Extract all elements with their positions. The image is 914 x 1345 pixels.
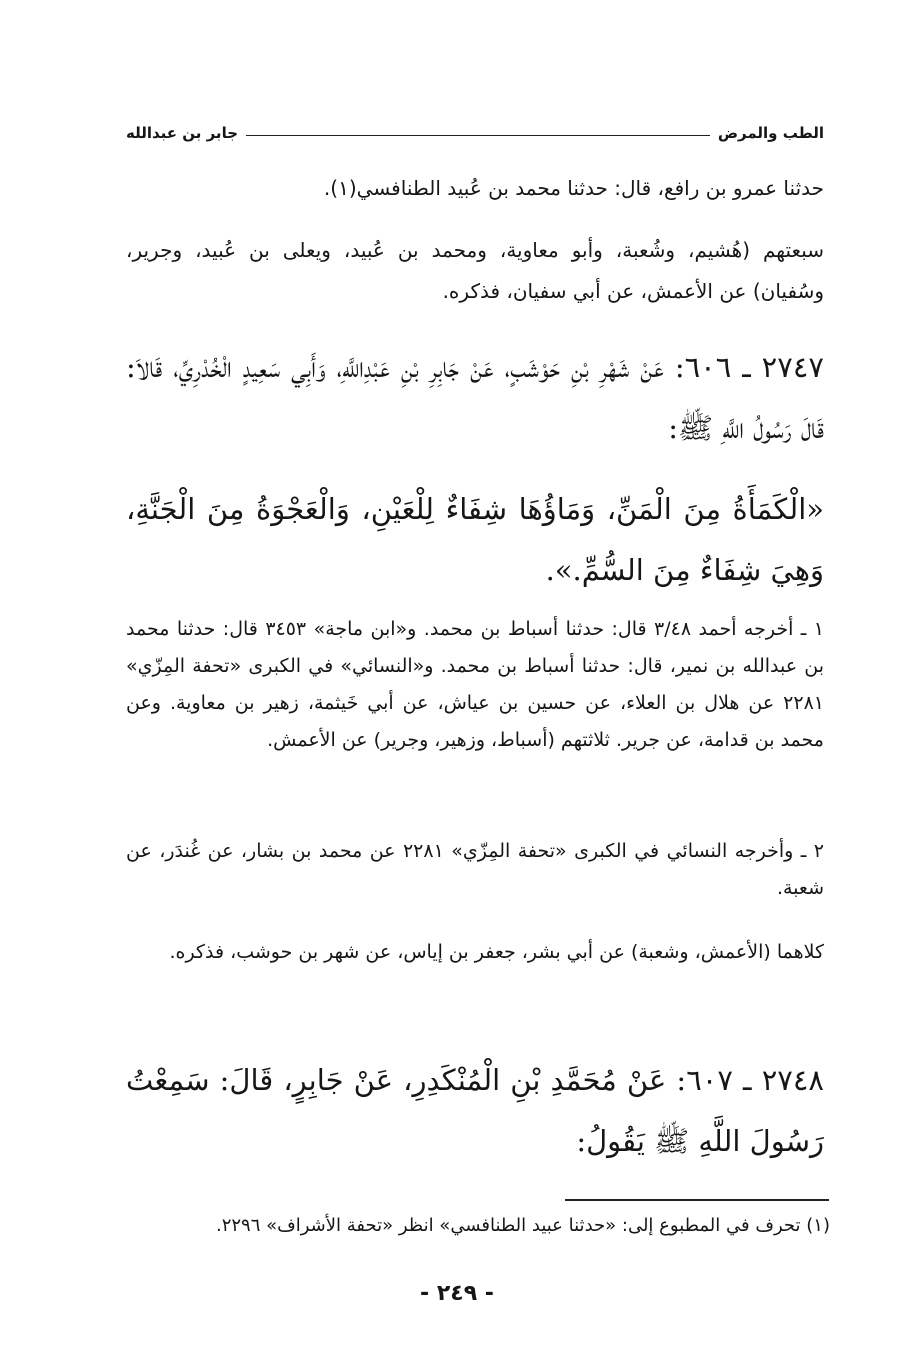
takhrij-paragraph: ٢ ـ وأخرجه النسائي في الكبرى «تحفة المِزّي» ٢٢٨١ عن محمد بن بشار، عن غُندَر، عن شعبة.: [126, 840, 824, 899]
takhrij-paragraph: كلاهما (الأعمش، وشعبة) عن أبي بشر، جعفر بن إياس، عن شهر بن حوشب، فذكره.: [169, 941, 824, 963]
running-head-narrator: جابر بن عبدالله: [126, 124, 239, 142]
running-head-rule: [246, 135, 710, 136]
hadith-paragraph: ٢٧٤٧ ـ ٦٠٦: عَنْ شَهْرِ بْنِ حَوْشَبٍ، عَنْ جَابِرِ بْنِ عَبْدِاللَّهِ، وَأَبِي سَعِيدٍ الْخُدْرِيِّ، قَالاَ: قَالَ رَسُولُ اللَّهِ ﷺ:: [126, 350, 824, 445]
hadith-paragraph: ٢٧٤٨ ـ ٦٠٧: عَنْ مُحَمَّدِ بْنِ الْمُنْكَدِرِ، عَنْ جَابِرٍ، قَالَ: سَمِعْتُ رَسُولَ اللَّهِ ﷺ يَقُولُ:: [126, 1063, 824, 1158]
running-head: [126, 118, 824, 142]
footnote-separator: [565, 1199, 829, 1201]
hadith-paragraph: «الْكَمَأَةُ مِنَ الْمَنِّ، وَمَاؤُهَا شِفَاءٌ لِلْعَيْنِ، وَالْعَجْوَةُ مِنَ الْجَنَّةِ، وَهِيَ شِفَاءٌ مِنَ السُّمِّ.».: [126, 492, 824, 587]
takhrij-paragraph: ١ ـ أخرجه أحمد ٣/٤٨ قال: حدثنا أسباط بن محمد. و«ابن ماجة» ٣٤٥٣ قال: حدثنا محمد بن عبدالله بن نمير، قال: حدثنا أسباط بن محمد. و«النسائي» في الكبرى «تحفة المِزّي» ٢٢٨١ عن هلال بن العلاء، عن حسين بن عياش، عن أبي خَيثمة، زهير بن معاوية. وعن محمد بن قدامة، عن جرير. ثلاثتهم (أسباط، وزهير، وجرير) عن الأعمش.: [126, 618, 825, 751]
isnad-paragraph: سبعتهم (هُشيم، وشُعبة، وأبو معاوية، ومحمد بن عُبيد، ويعلى بن عُبيد، وجرير، وسُفيان) عن الأعمش، عن أبي سفيان، فذكره.: [126, 238, 824, 303]
isnad-paragraph: حدثنا عمرو بن رافع، قال: حدثنا محمد بن عُبيد الطنافسي(١).: [323, 176, 824, 200]
running-head-chapter: الطب والمرض: [717, 124, 824, 142]
footnote: (١) تحرف في المطبوع إلى: «حدثنا عبيد الطنافسي» انظر «تحفة الأشراف» ٢٢٩٦.: [215, 1215, 830, 1236]
page-number: - ٢٤٩ -: [420, 1281, 494, 1306]
